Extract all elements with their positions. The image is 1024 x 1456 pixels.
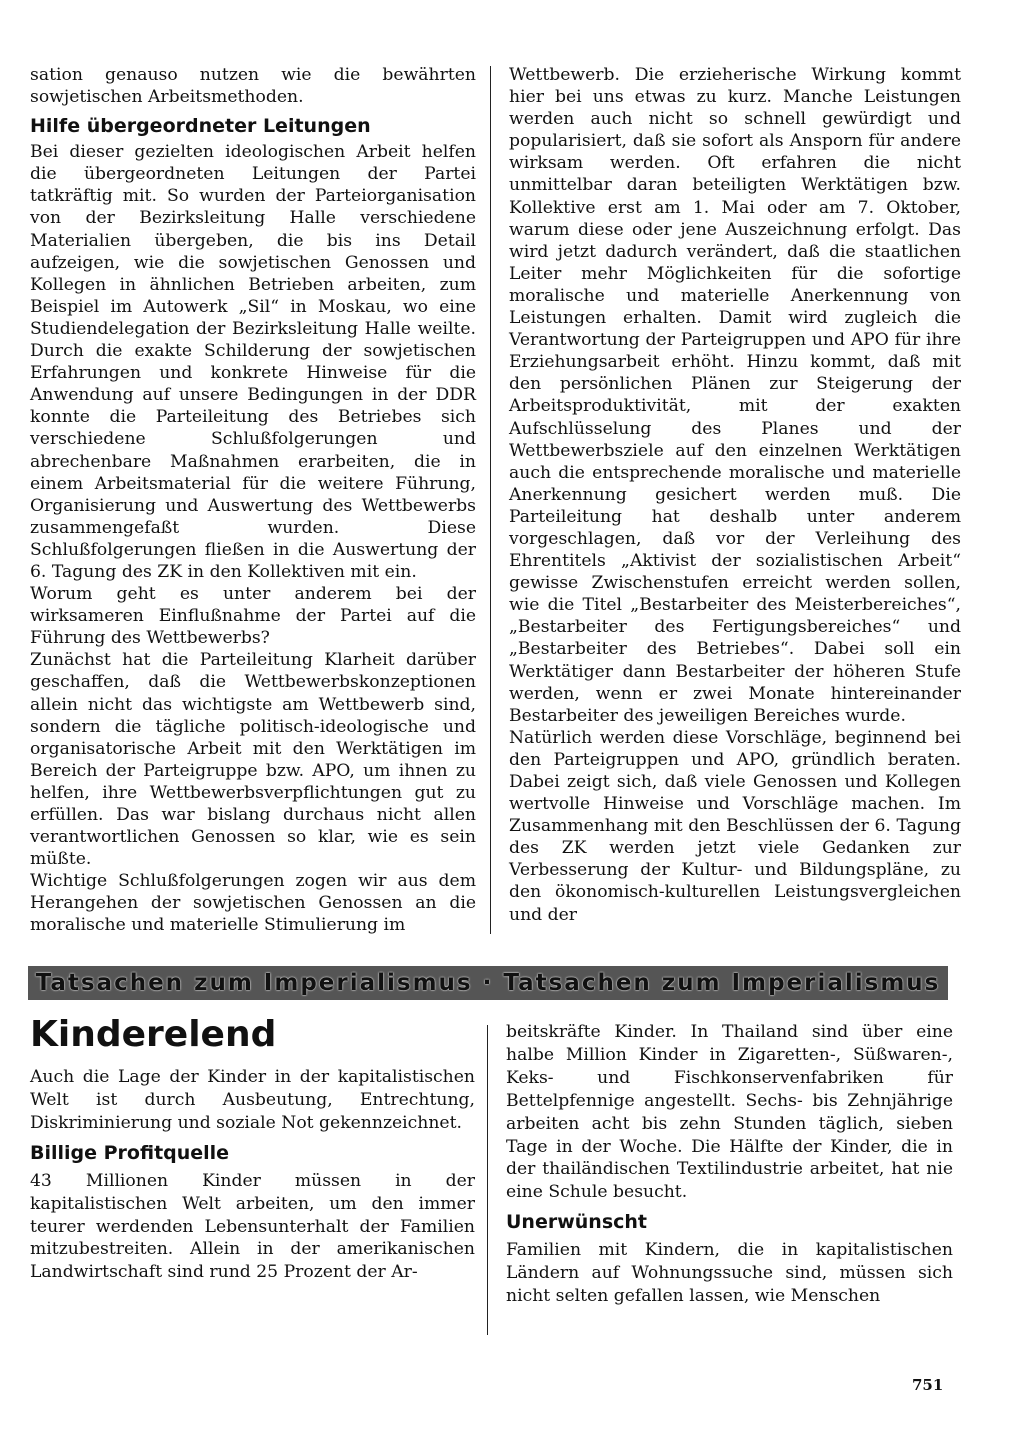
paragraph: Bei dieser gezielten ideologischen Arbeit helfen die übergeordneten Leitungen der Partei tatkräftig mit. So wurden der Parteiorganisation von der Bezirksleitung Halle verschiedene Materialien übergeben, die bis ins Detail aufzeigen, wie die sowjetischen Genossen und Kollegen in ähnlichen Betrieben arbeiten, zum Beispiel im Autowerk „Sil“ in Moskau, wo eine Studiendelegation der Bezirksleitung Halle weilte. Durch die exakte Schilderung der sowjetischen Erfahrungen und konkrete Hinweise für die Anwendung auf unsere Bedingungen in der DDR konnte die Parteileitung des Betriebes sich verschiedene Schlußfolgerungen und abrechenbare Maßnahmen erarbeiten, die in einem Arbeitsmaterial für die weitere Führung, Organisierung und Auswertung des Wettbewerbs zusammengefaßt wurden. Diese Schlußfolgerungen fließen in die Auswertung der 6. Tagung des ZK in den Kollektiven mit ein. <box>30 142 476 582</box>
paragraph: 43 Millionen Kinder müssen in der kapitalistischen Welt arbeiten, um den immer teurer werdenden Lebensunterhalt der Familien mitzubestreiten. Allein in der amerikanischen Landwirtschaft sind rund 25 Prozent der Ar- <box>30 1170 475 1283</box>
paragraph: Wichtige Schlußfolgerungen zogen wir aus dem Herangehen der sowjetischen Genossen an die moralische und materielle Stimulierung im <box>30 871 476 936</box>
paragraph: Wettbewerb. Die erzieherische Wirkung kommt hier bei uns etwas zu kurz. Manche Leistungen werden auch nicht so schnell gewürdigt und popularisiert, daß sie sofort als Ansporn für andere wirksam werden. Oft erfahren die nicht unmittelbar daran beteiligten Werktätigen bzw. Kollektive erst am 1. Mai oder am 7. Oktober, warum diese oder jene Auszeichnung erfolgt. Das wird jetzt dadurch verändert, daß die staatlichen Leiter mehr Möglichkeiten für die sofortige moralische und materielle Anerkennung von Leistungen erhalten. Damit wird zugleich die Verantwortung der Parteigruppen und APO für ihre Erziehungsarbeit erhöht. Hinzu kommt, daß mit den persönlichen Plänen zur Steigerung der Arbeitsproduktivität, mit der exakten Aufschlüsselung des Planes und der Wettbewerbsziele auf den einzelnen Werktätigen auch die entsprechende moralische und materielle Anerkennung gesichert werden muß. Die Parteileitung hat deshalb unter anderem vorgeschlagen, daß vor der Verleihung des Ehrentitels „Aktivist der sozialistischen Arbeit“ gewisse Zwischenstufen erreicht werden sollen, wie die Titel „Bestarbeiter des Meisterbereiches“, „Bestarbeiter des Fertigungsbereiches“ und „Bestarbeiter des Betriebes“. Dabei soll ein Werktätiger dann Bestarbeiter der höheren Stufe werden, wenn er zwei Monate hintereinander Bestarbeiter des jeweiligen Bereiches wurde. <box>509 65 961 726</box>
section-heading: Unerwünscht <box>506 1211 647 1234</box>
paragraph: Familien mit Kindern, die in kapitalistischen Ländern auf Wohnungssuche sind, müssen sich nicht selten gefallen lassen, wie Menschen <box>506 1240 953 1307</box>
banner-text: Tatsachen zum Imperialismus · Tatsachen zum Imperialismus <box>35 970 941 996</box>
paragraph: beitskräfte Kinder. In Thailand sind über eine halbe Million Kinder in Zigaretten-, Süßwaren-, Keks- und Fischkonservenfabriken für Bettelpfennige angestellt. Sechs- bis Zehnjährige arbeiten acht bis zehn Stunden täglich, sieben Tage in der Woche. Die Hälfte der Kinder, die in der thailändischen Textilindustrie arbeitet, hat nie eine Schule besucht. <box>506 1022 953 1203</box>
paragraph: Auch die Lage der Kinder in der kapitalistischen Welt ist durch Ausbeutung, Entrechtung, Diskriminierung und soziale Not gekennzeichnet. <box>30 1067 475 1133</box>
upper-right-column <box>509 64 961 926</box>
article-right-column <box>506 1021 953 1308</box>
paragraph: Natürlich werden diese Vorschläge, beginnend bei den Parteigruppen und APO, gründlich beraten. Dabei zeigt sich, daß viele Genossen und Kollegen wertvolle Hinweise und Vorschläge machen. Im Zusammenhang mit den Beschlüssen der 6. Tagung des ZK werden jetzt viele Gedanken zur Verbesserung der Kultur- und Bildungspläne, zu den ökonomisch-kulturellen Leistungsvergleichen und der <box>509 727 961 925</box>
article-title: Kinderelend <box>30 1014 277 1055</box>
section-heading: Billige Profitquelle <box>30 1141 230 1164</box>
paragraph: Zunächst hat die Parteileitung Klarheit darüber geschaffen, daß die Wettbewerbskonzeptionen allein nicht das wichtigste am Wettbewerb sind, sondern die tägliche politisch-ideologische und organisatorische Arbeit mit den Werktätigen im Bereich der Parteigruppe bzw. APO, um ihnen zu helfen, ihre Wettbewerbsverpflichtungen gut zu erfüllen. Das war bislang durchaus nicht allen verantwortlichen Genossen so klar, wie es sein müßte. <box>30 650 476 870</box>
upper-left-column <box>30 64 476 937</box>
paragraph: Worum geht es unter anderem bei der wirksameren Einflußnahme der Partei auf die Führung des Wettbewerbs? <box>30 584 476 649</box>
article-left-column <box>30 1066 475 1284</box>
article-column-rule <box>487 1025 488 1335</box>
page-number: 751 <box>912 1376 944 1394</box>
section-heading: Hilfe übergeordneter Leitungen <box>30 115 371 138</box>
paragraph: sation genauso nutzen wie die bewährten sowjetischen Arbeitsmethoden. <box>30 65 476 108</box>
section-banner <box>28 966 948 1000</box>
column-rule <box>490 66 491 934</box>
